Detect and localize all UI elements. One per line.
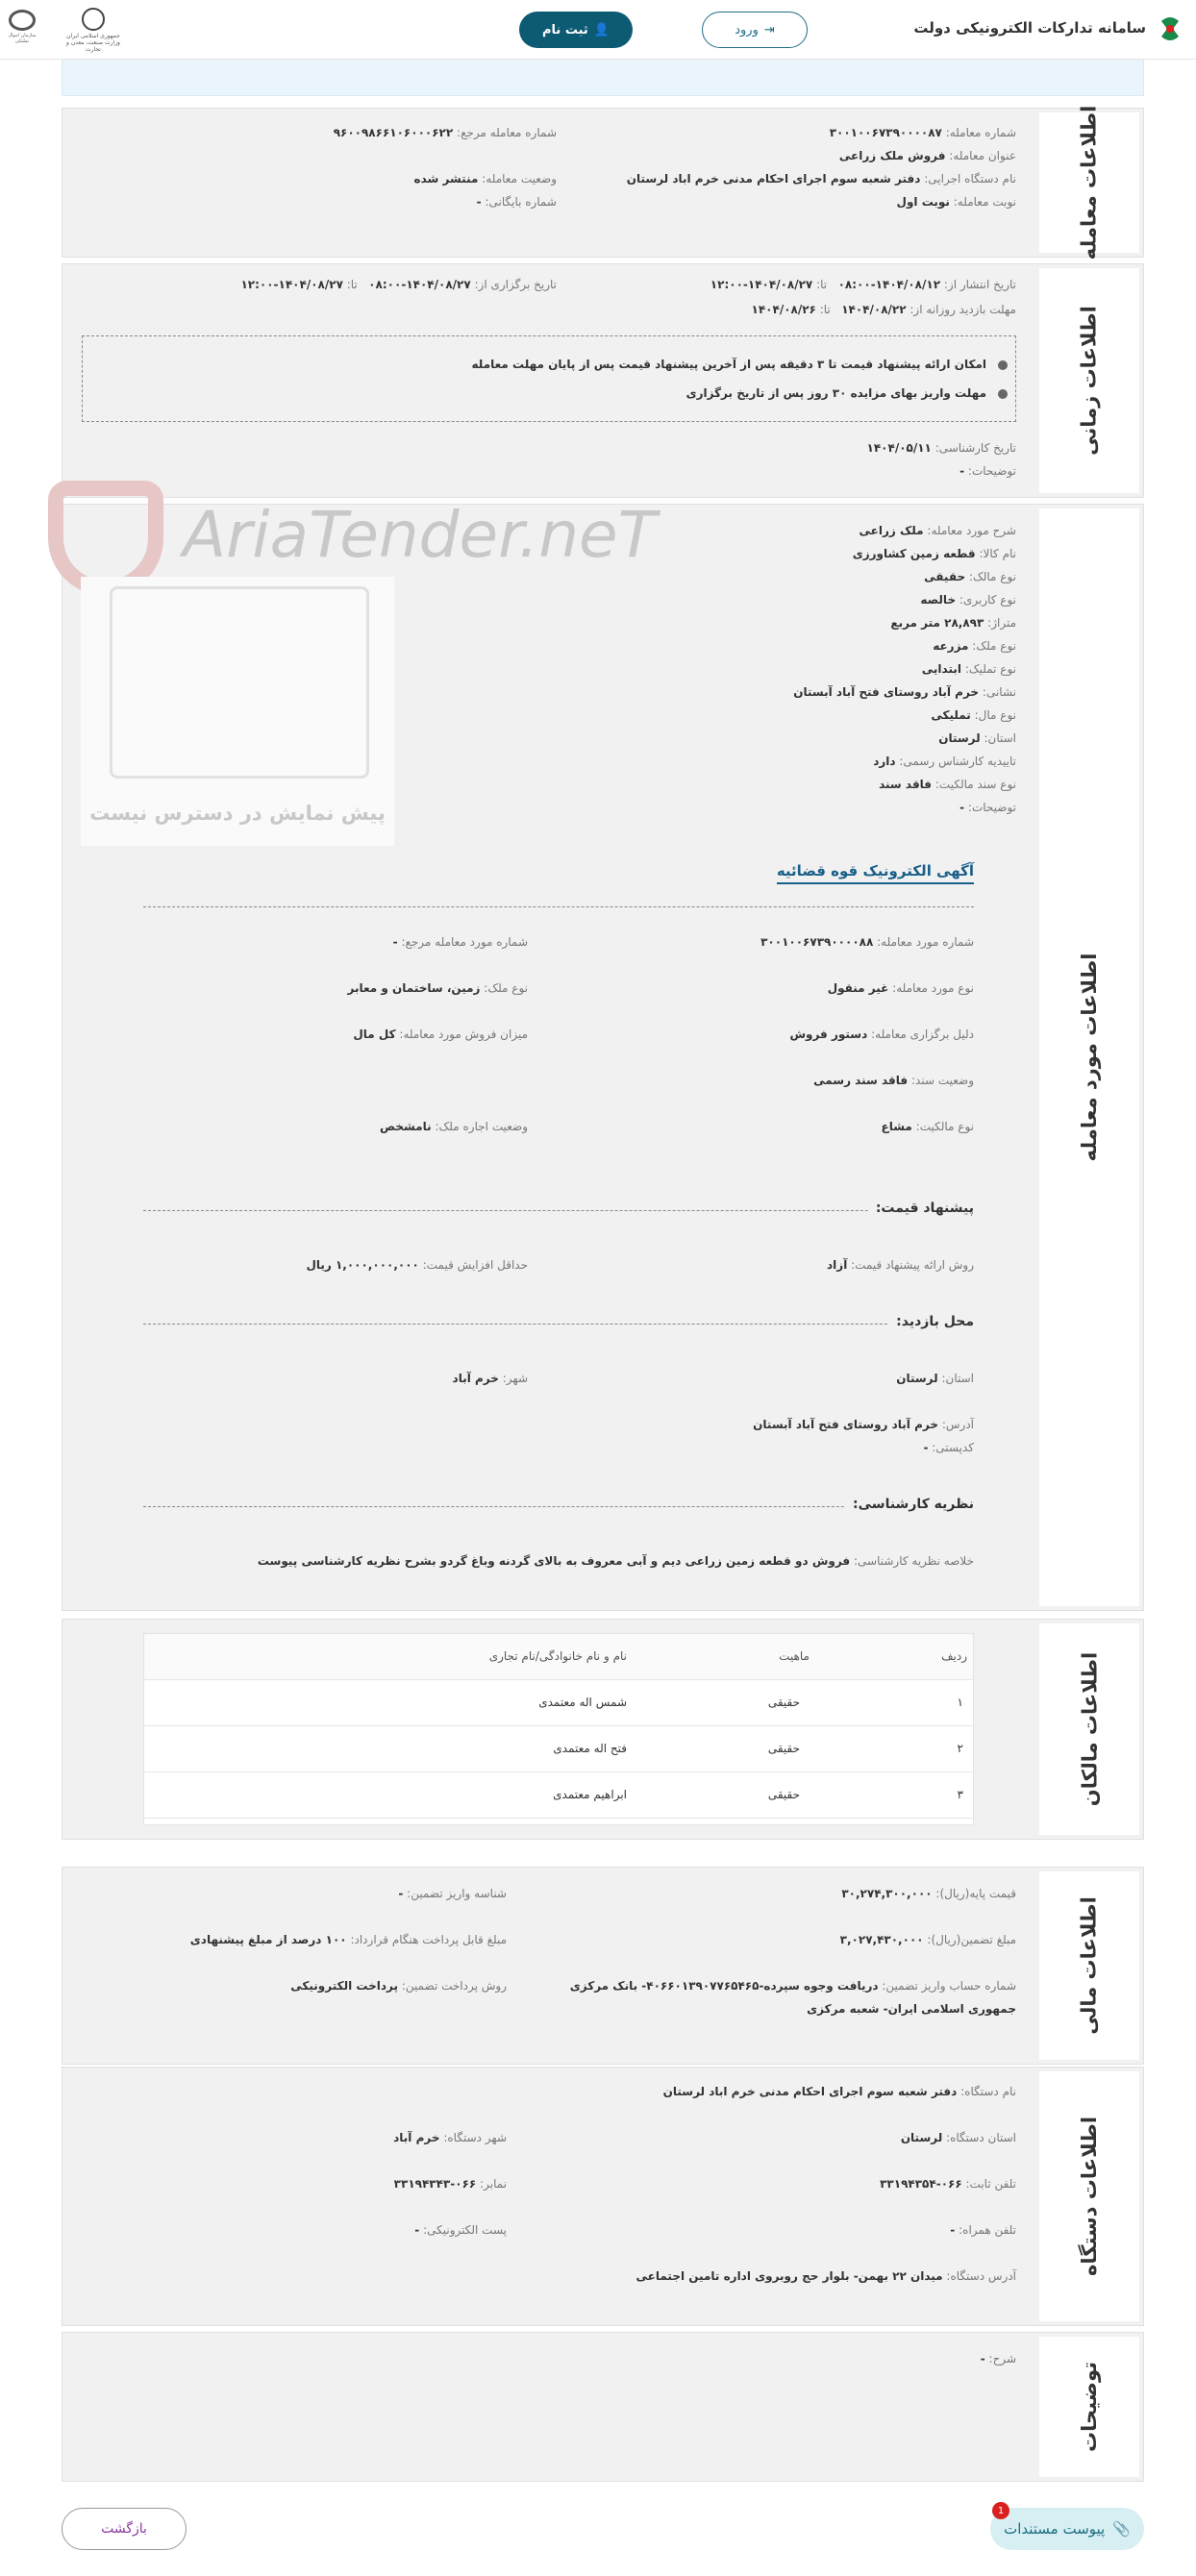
divider	[143, 906, 974, 907]
device-mobile: تلفن همراه: -	[950, 2223, 1016, 2237]
item-detail-row: استان: لرستان	[938, 731, 1016, 745]
table-row	[144, 1680, 973, 1726]
guarantee-amount: مبلغ تضمین(ریال): ۳,۰۲۷,۴۳۰,۰۰۰	[839, 1933, 1016, 1946]
device-address: آدرس دستگاه: میدان ۲۲ بهمن- بلوار حج روبروی اداره تامین اجتماعی	[635, 2269, 1016, 2283]
expert-date: تاریخ کارشناسی: ۱۴۰۴/۰۵/۱۱	[866, 441, 1016, 455]
item-prop-type: نوع ملک: زمین، ساختمان و معابر	[347, 981, 528, 995]
pub-date: تاریخ انتشار از: ۱۴۰۴/۰۸/۱۲-۰۸:۰۰ تا: ۱۴۰۴/۰۸/۲۷-۱۲:۰۰	[710, 278, 1016, 291]
gavel-icon	[110, 586, 369, 779]
register-label: ثبت نام	[542, 22, 588, 37]
item-doc-status: وضعیت سند: فاقد سند رسمی	[813, 1074, 974, 1087]
deal-status: وضعیت معامله: منتشر شده	[413, 172, 557, 186]
item-lease: وضعیت اجاره ملک: نامشخص	[380, 1120, 528, 1133]
item-detail-row: تاییدیه کارشناس رسمی: دارد	[873, 755, 1016, 768]
attachments-count-badge: 1	[992, 2502, 1009, 2519]
back-button[interactable]: بازگشت	[62, 2508, 187, 2550]
visit-heading: محل بازدید:	[888, 1314, 974, 1329]
cell-name: فتح اله معتمدی	[553, 1742, 627, 1755]
guarantee-id: شناسه واریز تضمین: -	[398, 1887, 507, 1900]
device-fax: نمابر: ۰۶۶-۳۳۱۹۴۳۴۳	[393, 2177, 507, 2191]
attachments-button[interactable]	[990, 2505, 1144, 2550]
guarantee-account: شماره حساب واریز تضمین: دریافت وجوه سپرده-۴۰۶۶۰۱۳۹۰۷۷۶۵۴۶۵- بانک مرکزی	[569, 1979, 1016, 1993]
deal-subject: عنوان معامله: فروش ملک زراعی	[838, 149, 1016, 162]
item-reason: دلیل برگزاری معامله: دستور فروش	[789, 1028, 974, 1041]
watermark-text: AriaTender.neT	[183, 498, 657, 572]
device-phone: تلفن ثابت: ۰۶۶-۳۳۱۹۴۳۵۴	[880, 2177, 1016, 2191]
item-ownership: نوع مالکیت: مشاع	[881, 1120, 974, 1133]
login-button[interactable]	[702, 12, 808, 48]
cell-index: ۳	[957, 1788, 963, 1801]
col-header: ماهیت	[779, 1649, 810, 1663]
deal-turn: نوبت معامله: نوبت اول	[896, 195, 1016, 209]
notice-item: مهلت واریز بهای مزایده ۳۰ روز پس از تاریخ برگزاری	[685, 386, 986, 400]
table-header	[144, 1634, 973, 1680]
info-strip	[62, 60, 1144, 96]
device-name: نام دستگاه: دفتر شعبه سوم اجرای احکام مدنی خرم اباد لرستان	[662, 2085, 1016, 2098]
time-panel	[62, 263, 1144, 498]
login-icon: ⇥	[763, 22, 775, 37]
deal-panel	[62, 105, 1144, 260]
item-detail-row: نوع تملیک: ابتدایی	[921, 662, 1016, 676]
visit-address: آدرس: خرم آباد روستای فتح آباد آبستان	[753, 1418, 974, 1431]
user-plus-icon: 👤	[593, 22, 610, 37]
notice-box	[82, 335, 1016, 422]
panel-title: اطلاعات مورد معامله	[1035, 505, 1143, 1610]
cell-type: حقیقی	[767, 1696, 800, 1709]
attachments-label: پیوست مستندات	[1004, 2520, 1106, 2538]
time-desc: توضیحات: -	[959, 464, 1016, 478]
item-detail-row: نوع مالک: حقیقی	[924, 570, 1016, 583]
hold-date: تاریخ برگزاری از: ۱۴۰۴/۰۸/۲۷-۰۸:۰۰ تا: ۱۴۰۴/۰۸/۲۷-۱۲:۰۰	[240, 278, 557, 291]
item-no: شماره مورد معامله: ۳۰۰۱۰۰۶۷۳۹۰۰۰۰۸۸	[760, 935, 974, 949]
cell-type: حقیقی	[767, 1742, 800, 1755]
deal-archive: شماره بایگانی: -	[476, 195, 557, 209]
finance-panel	[62, 1867, 1144, 2065]
judiciary-ad-link[interactable]: آگهی الکترونیک قوه قضائیه	[777, 862, 974, 884]
item-detail-row: نوع مال: تملیکی	[931, 708, 1016, 722]
org-logo-icon	[9, 10, 36, 31]
owners-table	[143, 1633, 974, 1825]
register-button[interactable]	[519, 12, 633, 48]
org-logo	[2, 10, 42, 50]
cell-index: ۱	[957, 1696, 963, 1709]
cell-index: ۲	[957, 1742, 963, 1755]
item-detail-row: نام کالا: قطعه زمین کشاورزی	[852, 547, 1016, 560]
visit-province: استان: لرستان	[896, 1372, 974, 1385]
cell-name: ابراهیم معتمدی	[553, 1788, 627, 1801]
no-preview-caption: پیش نمایش در دسترس نیست	[89, 802, 386, 825]
item-detail-row: نشانی: خرم آباد روستای فتح آباد آبستان	[793, 685, 1016, 699]
panel-title: اطلاعات دستگاه	[1035, 2068, 1143, 2325]
col-header: ردیف	[941, 1649, 967, 1663]
deal-num: شماره معامله: ۳۰۰۱۰۰۶۷۳۹۰۰۰۰۸۷	[829, 126, 1016, 139]
item-sale-amount: میزان فروش مورد معامله: کل مال	[353, 1028, 528, 1041]
min-increase: حداقل افزایش قیمت: ۱,۰۰۰,۰۰۰,۰۰۰ ریال	[306, 1258, 528, 1272]
item-detail-row: توضیحات: -	[959, 801, 1016, 814]
item-detail-row: شرح مورد معامله: ملک زراعی	[859, 524, 1016, 537]
deal-ref: شماره معامله مرجع: ۹۶۰۰۹۸۶۶۱۰۶۰۰۰۶۲۲	[333, 126, 557, 139]
cell-type: حقیقی	[767, 1788, 800, 1801]
panel-title: اطلاعات معامله	[1035, 109, 1143, 257]
table-row	[144, 1726, 973, 1772]
emblem-icon	[82, 8, 105, 31]
item-detail-row: متراژ: ۲۸,۸۹۳ متر مربع	[890, 616, 1016, 630]
expert-summary: خلاصه نظریه کارشناسی: فروش دو قطعه زمین زراعی دیم و آبی معروف به بالای گردنه وباغ گردو بشرح نظریه کارشناسی پیوست	[257, 1554, 974, 1568]
image-placeholder	[81, 577, 394, 846]
divider	[143, 1324, 974, 1325]
base-price: قیمت پایه(ریال): ۳۰,۲۷۴,۳۰۰,۰۰۰	[841, 1887, 1016, 1900]
panel-title: اطلاعات مالکان	[1035, 1620, 1143, 1839]
item-detail-row: نوع سند مالکیت: فاقد سند	[879, 778, 1016, 791]
site-logo-icon[interactable]	[1158, 15, 1183, 42]
panel-title: اطلاعات زمانی	[1035, 264, 1143, 497]
site-title[interactable]: سامانه تدارکات الکترونیکی دولت	[913, 19, 1146, 37]
login-label: ورود	[735, 22, 759, 37]
item-detail-row: نوع کاربری: خالصه	[920, 593, 1016, 607]
notice-item: امکان ارائه پیشنهاد قیمت تا ۳ دقیقه پس از آخرین پیشنهاد قیمت پس از پایان مهلت معامله	[471, 358, 986, 371]
cell-name: شمس اله معتمدی	[538, 1696, 627, 1709]
gov-logo-text: جمهوری اسلامی ایران وزارت صنعت، معدن و تجارت	[66, 33, 120, 53]
device-city: شهر دستگاه: خرم آباد	[393, 2131, 507, 2144]
payment-method: روش پرداخت تضمین: پرداخت الکترونیکی	[290, 1979, 507, 1993]
visit-city: شهر: خرم آباد	[452, 1372, 528, 1385]
item-detail-row: نوع ملک: مزرعه	[933, 639, 1016, 653]
description-panel	[62, 2332, 1144, 2482]
offer-heading: پیشنهاد قیمت:	[868, 1201, 974, 1216]
guarantee-account-bank: جمهوری اسلامی ایران- شعبه مرکزی	[807, 2002, 1016, 2016]
visit-postal: کدپستی: -	[923, 1441, 974, 1454]
gov-emblem-logo	[60, 8, 127, 52]
item-ref: شماره مورد معامله مرجع: -	[392, 935, 528, 949]
item-kind: نوع مورد معامله: غیر منقول	[827, 981, 974, 995]
description-text: شرح: -	[980, 2352, 1016, 2365]
deal-exec: نام دستگاه اجرایی: دفتر شعبه سوم اجرای احکام مدنی خرم اباد لرستان	[626, 172, 1016, 186]
table-row	[144, 1772, 973, 1819]
device-province: استان دستگاه: لرستان	[900, 2131, 1016, 2144]
panel-title: توضیحات	[1035, 2333, 1143, 2481]
visit-date: مهلت بازدید روزانه از: ۱۴۰۴/۰۸/۲۲ تا: ۱۴۰۴/۰۸/۲۶	[751, 303, 1016, 316]
paperclip-icon: 📎	[1112, 2520, 1131, 2538]
org-logo-text: سازمان اموال تملیکی	[8, 33, 37, 44]
panel-title: اطلاعات مالی	[1035, 1868, 1143, 2064]
top-header	[0, 0, 1196, 60]
offer-method: روش ارائه پیشنهاد قیمت: آزاد	[827, 1258, 974, 1272]
owners-panel	[62, 1619, 1144, 1840]
contract-amount: مبلغ قابل پرداخت هنگام قرارداد: ۱۰۰ درصد از مبلغ پیشنهادی	[189, 1933, 507, 1946]
device-panel	[62, 2067, 1144, 2326]
col-header: نام و نام خانوادگی/نام تجاری	[488, 1649, 627, 1663]
divider	[143, 1210, 974, 1211]
expert-heading: نظریه کارشناسی:	[845, 1497, 974, 1512]
device-email: پست الکترونیکی: -	[414, 2223, 507, 2237]
